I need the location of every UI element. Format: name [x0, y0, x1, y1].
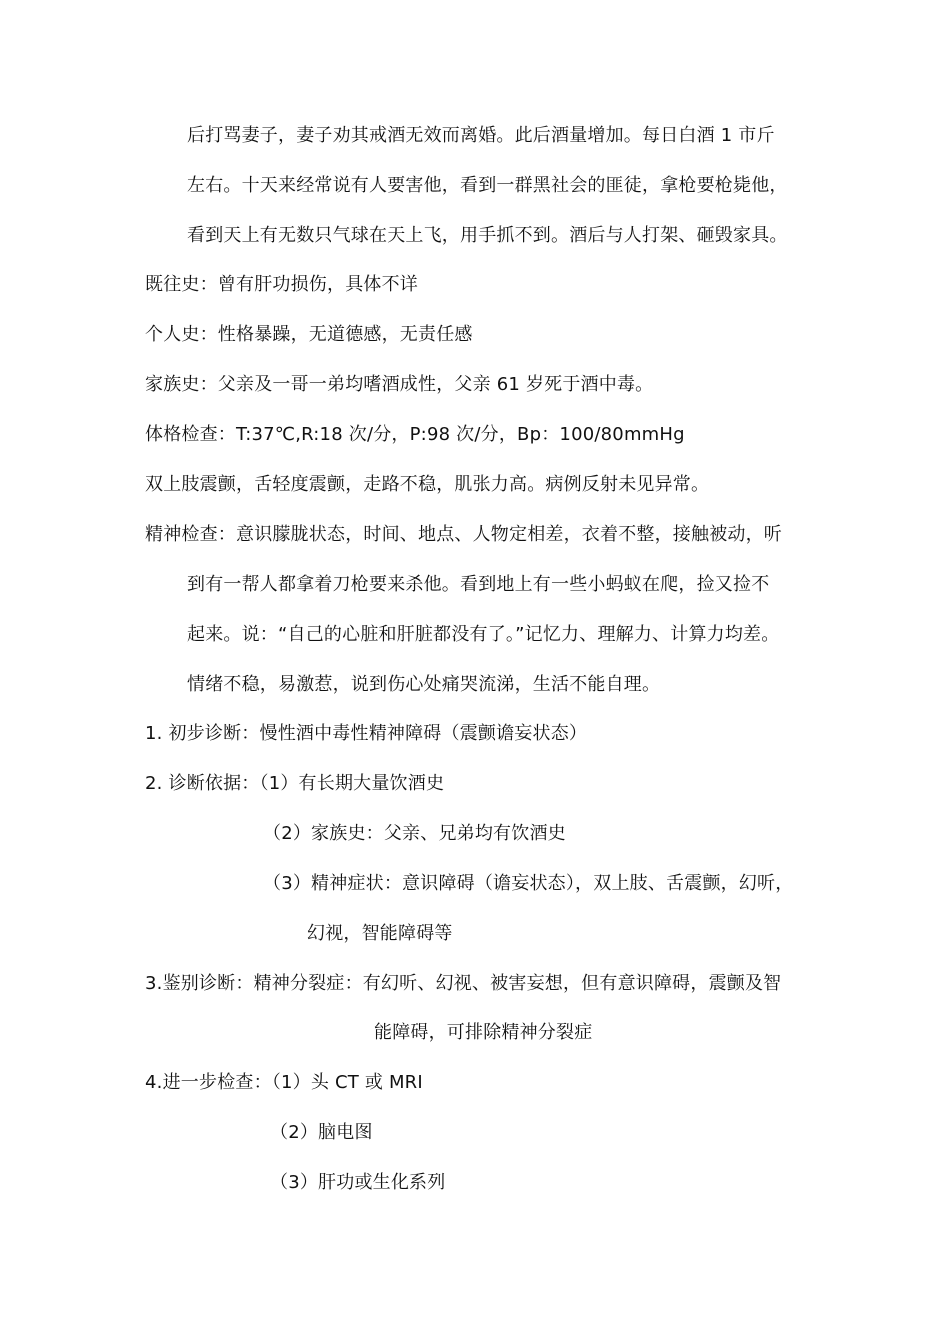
history-line-1: 后打骂妻子，妻子劝其戒酒无效而离婚。此后酒量增加。每日白酒 1 市斤	[187, 125, 775, 146]
differential-diagnosis-cont: 能障碍，可排除精神分裂症	[374, 1022, 593, 1043]
personal-history: 个人史：性格暴躁，无道德感，无责任感	[145, 324, 473, 345]
preliminary-diagnosis: 1. 初步诊断：慢性酒中毒性精神障碍（震颤谵妄状态）	[145, 723, 588, 744]
mental-exam-line-2: 到有一帮人都拿着刀枪要来杀他。看到地上有一些小蚂蚁在爬，捡又捡不	[187, 574, 770, 595]
mental-exam-line-4: 情绪不稳，易激惹，说到伤心处痛哭流涕，生活不能自理。	[187, 674, 661, 695]
past-history: 既往史：曾有肝功损伤，具体不详	[145, 274, 418, 295]
physical-exam: 体格检查：T:37℃,R:18 次/分，P:98 次/分，Bp：100/80mmHg	[145, 424, 685, 445]
history-line-3: 看到天上有无数只气球在天上飞，用手抓不到。酒后与人打架、砸毁家具。	[187, 225, 788, 246]
mental-exam-line-3: 起来。说：“自己的心脏和肝脏都没有了。”记忆力、理解力、计算力均差。	[187, 624, 780, 645]
further-exam-2: （2）脑电图	[270, 1122, 373, 1143]
diagnosis-basis-1: 2. 诊断依据：（1）有长期大量饮酒史	[145, 773, 445, 794]
history-line-2: 左右。十天来经常说有人要害他，看到一群黑社会的匪徒，拿枪要枪毙他，	[187, 175, 788, 196]
differential-diagnosis: 3.鉴别诊断：精神分裂症：有幻听、幻视、被害妄想，但有意识障碍，震颤及智	[145, 973, 782, 994]
diagnosis-basis-3-cont: 幻视，智能障碍等	[307, 923, 453, 944]
diagnosis-basis-2: （2）家族史：父亲、兄弟均有饮酒史	[263, 823, 566, 844]
family-history: 家族史：父亲及一哥一弟均嗜酒成性，父亲 61 岁死于酒中毒。	[145, 374, 654, 395]
further-exam-1: 4.进一步检查：（1）头 CT 或 MRI	[145, 1072, 423, 1093]
further-exam-3: （3）肝功或生化系列	[270, 1172, 446, 1193]
diagnosis-basis-3: （3）精神症状：意识障碍（谵妄状态），双上肢、舌震颤，幻听，	[263, 873, 794, 894]
mental-exam-line-1: 精神检查：意识朦胧状态，时间、地点、人物定相差，衣着不整，接触被动，听	[145, 524, 782, 545]
physical-exam-findings: 双上肢震颤，舌轻度震颤，走路不稳，肌张力高。病例反射未见异常。	[145, 474, 710, 495]
